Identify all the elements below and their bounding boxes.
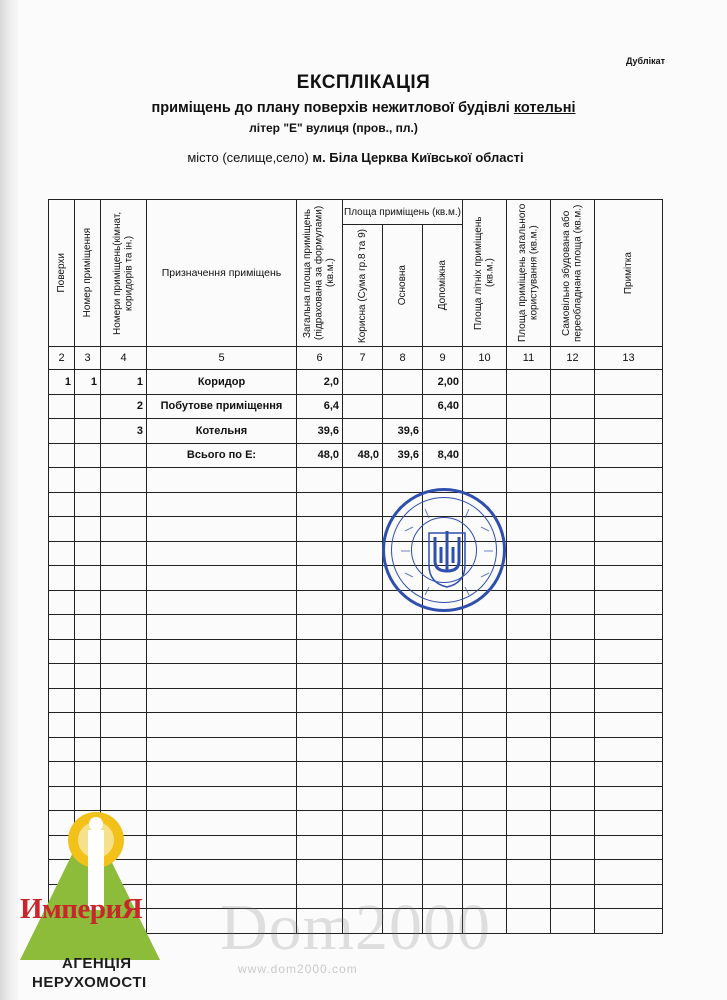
cell-empty — [147, 590, 297, 615]
cell-useful — [343, 370, 383, 395]
cell-empty — [383, 811, 423, 836]
site-watermark: Dom2000 — [220, 891, 491, 964]
cell-empty — [343, 860, 383, 885]
table-row-empty — [49, 517, 663, 542]
cell-empty — [343, 468, 383, 493]
cell-main: 39,6 — [383, 443, 423, 468]
cell-empty — [75, 639, 101, 664]
cell-empty — [595, 688, 663, 713]
cell-empty — [297, 762, 343, 787]
cell-empty — [297, 639, 343, 664]
cell-empty — [343, 811, 383, 836]
cell-empty — [75, 737, 101, 762]
cell-empty — [595, 541, 663, 566]
cell-floor — [49, 394, 75, 419]
cell-empty — [75, 590, 101, 615]
city-prefix: місто (селище,село) — [187, 150, 309, 165]
cell-empty — [507, 762, 551, 787]
cell-floor — [49, 419, 75, 444]
city-name: м. Біла Церква Київської області — [312, 150, 524, 165]
cell-empty — [75, 615, 101, 640]
table-row-empty — [49, 492, 663, 517]
site-url-watermark: www.dom2000.com — [238, 962, 358, 976]
cell-main — [383, 370, 423, 395]
cell-empty — [507, 884, 551, 909]
cell-empty — [551, 394, 595, 419]
cell-empty — [507, 909, 551, 934]
cell-purpose: Всього по Е: — [147, 443, 297, 468]
cell-empty — [507, 370, 551, 395]
cell-total: 48,0 — [297, 443, 343, 468]
cell-empty — [297, 688, 343, 713]
table-row-empty — [49, 713, 663, 738]
cell-empty — [551, 909, 595, 934]
cell-empty — [463, 443, 507, 468]
cell-empty — [297, 713, 343, 738]
cell-empty — [463, 468, 507, 493]
agency-label-realty: НЕРУХОМОСТІ — [32, 974, 147, 991]
cell-empty — [595, 517, 663, 542]
cell-empty — [75, 713, 101, 738]
cell-empty — [463, 811, 507, 836]
col-header-area-group: Площа приміщень (кв.м.) — [343, 200, 463, 225]
duplicate-mark: Дублікат — [626, 56, 665, 66]
cell-empty — [101, 517, 147, 542]
cell-empty — [507, 541, 551, 566]
cell-empty — [551, 492, 595, 517]
cell-empty — [343, 688, 383, 713]
cell-empty — [423, 860, 463, 885]
cell-floor: 1 — [49, 370, 75, 395]
cell-empty — [551, 517, 595, 542]
cell-empty — [75, 664, 101, 689]
table-row-empty — [49, 737, 663, 762]
cell-empty — [463, 688, 507, 713]
cell-empty — [463, 786, 507, 811]
cell-empty — [147, 639, 297, 664]
cell-empty — [595, 370, 663, 395]
cell-aux: 2,00 — [423, 370, 463, 395]
table-row-empty — [49, 786, 663, 811]
cell-empty — [101, 713, 147, 738]
col-header-room-no: Номер приміщення — [75, 200, 101, 347]
cell-empty — [75, 517, 101, 542]
cell-main: 39,6 — [383, 419, 423, 444]
cell-empty — [147, 786, 297, 811]
table-row-empty — [49, 590, 663, 615]
table-row-empty — [49, 688, 663, 713]
col-number: 11 — [507, 347, 551, 370]
cell-empty — [507, 492, 551, 517]
cell-empty — [551, 590, 595, 615]
cell-empty — [463, 394, 507, 419]
cell-empty — [147, 492, 297, 517]
cell-empty — [551, 541, 595, 566]
cell-empty — [551, 835, 595, 860]
cell-empty — [507, 566, 551, 591]
column-number-row — [49, 347, 663, 370]
cell-empty — [551, 786, 595, 811]
cell-empty — [147, 664, 297, 689]
cell-empty — [423, 713, 463, 738]
cell-empty — [423, 737, 463, 762]
cell-empty — [463, 835, 507, 860]
cell-empty — [507, 443, 551, 468]
cell-empty — [507, 394, 551, 419]
cell-empty — [595, 590, 663, 615]
cell-empty — [507, 517, 551, 542]
cell-empty — [463, 737, 507, 762]
col-number: 4 — [101, 347, 147, 370]
cell-empty — [147, 541, 297, 566]
cell-empty — [147, 566, 297, 591]
cell-empty — [551, 860, 595, 885]
cell-empty — [595, 639, 663, 664]
cell-empty — [507, 639, 551, 664]
table-row — [49, 419, 663, 444]
table-row-empty — [49, 762, 663, 787]
cell-empty — [101, 615, 147, 640]
cell-empty — [297, 835, 343, 860]
col-number: 2 — [49, 347, 75, 370]
cell-empty — [49, 517, 75, 542]
cell-total: 39,6 — [297, 419, 343, 444]
col-header-floors: Поверхи — [49, 200, 75, 347]
cell-empty — [343, 492, 383, 517]
cell-empty — [49, 541, 75, 566]
agency-brand-name: ИмпериЯ — [20, 893, 143, 925]
cell-empty — [551, 370, 595, 395]
cell-empty — [101, 688, 147, 713]
cell-empty — [297, 468, 343, 493]
cell-useful: 48,0 — [343, 443, 383, 468]
official-seal — [382, 488, 506, 612]
cell-aux: 8,40 — [423, 443, 463, 468]
cell-empty — [551, 443, 595, 468]
cell-empty — [343, 737, 383, 762]
cell-empty — [423, 664, 463, 689]
cell-empty — [595, 443, 663, 468]
table-row-empty — [49, 664, 663, 689]
cell-room: 1 — [75, 370, 101, 395]
cell-empty — [343, 762, 383, 787]
cell-empty — [343, 835, 383, 860]
cell-empty — [383, 860, 423, 885]
cell-num: 2 — [101, 394, 147, 419]
cell-empty — [297, 664, 343, 689]
cell-purpose: Коридор — [147, 370, 297, 395]
cell-empty — [551, 884, 595, 909]
col-number: 13 — [595, 347, 663, 370]
cell-empty — [75, 468, 101, 493]
subtitle-main: приміщень до плану поверхів нежитлової будівлі — [151, 100, 510, 116]
cell-empty — [75, 566, 101, 591]
cell-empty — [383, 762, 423, 787]
cell-empty — [507, 737, 551, 762]
cell-num: 3 — [101, 419, 147, 444]
cell-empty — [75, 786, 101, 811]
cell-empty — [423, 786, 463, 811]
cell-empty — [595, 860, 663, 885]
cell-empty — [551, 419, 595, 444]
cell-empty — [551, 737, 595, 762]
cell-empty — [423, 615, 463, 640]
cell-empty — [595, 615, 663, 640]
cell-purpose: Котельня — [147, 419, 297, 444]
cell-empty — [297, 860, 343, 885]
cell-empty — [101, 566, 147, 591]
cell-empty — [507, 713, 551, 738]
cell-empty — [49, 737, 75, 762]
cell-empty — [49, 786, 75, 811]
cell-empty — [343, 541, 383, 566]
table-row-empty — [49, 468, 663, 493]
trident-emblem-icon — [385, 491, 509, 615]
cell-empty — [49, 468, 75, 493]
cell-empty — [595, 468, 663, 493]
cell-empty — [507, 615, 551, 640]
cell-empty — [423, 639, 463, 664]
col-header-unauthorized: Самовільно збудована або переобладнана площа (кв.м.) — [551, 200, 595, 347]
cell-empty — [507, 811, 551, 836]
table-row-empty — [49, 639, 663, 664]
cell-empty — [343, 590, 383, 615]
cell-empty — [383, 664, 423, 689]
cell-empty — [423, 811, 463, 836]
cell-empty — [595, 835, 663, 860]
table-row — [49, 394, 663, 419]
col-number: 7 — [343, 347, 383, 370]
cell-empty — [147, 517, 297, 542]
cell-empty — [595, 909, 663, 934]
cell-floor — [49, 443, 75, 468]
cell-empty — [297, 566, 343, 591]
cell-empty — [147, 762, 297, 787]
cell-empty — [595, 884, 663, 909]
cell-empty — [463, 370, 507, 395]
cell-empty — [383, 786, 423, 811]
cell-empty — [147, 615, 297, 640]
cell-empty — [343, 517, 383, 542]
cell-empty — [343, 664, 383, 689]
col-header-aux: Допоміжна — [423, 225, 463, 347]
cell-empty — [383, 835, 423, 860]
cell-empty — [343, 713, 383, 738]
cell-empty — [507, 468, 551, 493]
cell-empty — [507, 419, 551, 444]
cell-empty — [595, 566, 663, 591]
table-row — [49, 443, 663, 468]
col-header-room-numbers: Номери приміщень(кімнат, коридорів та ін.) — [101, 200, 147, 347]
cell-empty — [147, 468, 297, 493]
cell-empty — [507, 590, 551, 615]
cell-empty — [101, 786, 147, 811]
city-line — [0, 150, 719, 165]
cell-empty — [595, 811, 663, 836]
cell-empty — [49, 566, 75, 591]
cell-empty — [75, 541, 101, 566]
cell-empty — [297, 492, 343, 517]
table-row-empty — [49, 566, 663, 591]
cell-empty — [49, 664, 75, 689]
col-header-main: Основна — [383, 225, 423, 347]
document-subtitle — [0, 100, 727, 116]
col-header-summer: Площа літніх приміщень (кв.м.) — [463, 200, 507, 347]
cell-empty — [101, 762, 147, 787]
cell-num — [101, 443, 147, 468]
cell-empty — [49, 639, 75, 664]
cell-room — [75, 443, 101, 468]
cell-empty — [423, 835, 463, 860]
cell-empty — [383, 688, 423, 713]
cell-empty — [463, 860, 507, 885]
cell-empty — [507, 688, 551, 713]
cell-empty — [551, 664, 595, 689]
cell-empty — [551, 566, 595, 591]
cell-empty — [297, 517, 343, 542]
cell-empty — [463, 419, 507, 444]
cell-empty — [423, 762, 463, 787]
cell-empty — [595, 394, 663, 419]
cell-empty — [343, 566, 383, 591]
cell-empty — [101, 492, 147, 517]
cell-empty — [463, 639, 507, 664]
col-number: 3 — [75, 347, 101, 370]
cell-empty — [507, 835, 551, 860]
col-number: 8 — [383, 347, 423, 370]
cell-empty — [101, 541, 147, 566]
cell-empty — [101, 664, 147, 689]
cell-empty — [75, 492, 101, 517]
cell-room — [75, 394, 101, 419]
subtitle-building: котельні — [513, 100, 576, 116]
cell-aux: 6,40 — [423, 394, 463, 419]
cell-empty — [49, 762, 75, 787]
cell-useful — [343, 419, 383, 444]
cell-empty — [507, 664, 551, 689]
cell-useful — [343, 394, 383, 419]
table-row-empty — [49, 541, 663, 566]
cell-empty — [463, 762, 507, 787]
cell-empty — [383, 615, 423, 640]
document-title: ЕКСПЛІКАЦІЯ — [296, 72, 431, 93]
cell-empty — [383, 713, 423, 738]
cell-num: 1 — [101, 370, 147, 395]
col-header-total-area: Загальна площа приміщень (підрахована за формулами) (кв.м.) — [297, 200, 343, 347]
col-number: 12 — [551, 347, 595, 370]
cell-empty — [551, 713, 595, 738]
col-header-common: Площа приміщень загального користування (кв.м.) — [507, 200, 551, 347]
cell-empty — [297, 786, 343, 811]
cell-empty — [595, 664, 663, 689]
col-header-purpose: Призначення приміщень — [147, 200, 297, 347]
cell-empty — [383, 639, 423, 664]
cell-empty — [147, 688, 297, 713]
cell-empty — [383, 468, 423, 493]
cell-empty — [297, 590, 343, 615]
cell-empty — [101, 737, 147, 762]
table-row — [49, 370, 663, 395]
cell-empty — [343, 639, 383, 664]
agency-label: АГЕНЦІЯ — [62, 955, 132, 972]
table-row-empty — [49, 615, 663, 640]
cell-empty — [49, 492, 75, 517]
cell-empty — [507, 786, 551, 811]
cell-room — [75, 419, 101, 444]
col-number: 9 — [423, 347, 463, 370]
cell-total: 6,4 — [297, 394, 343, 419]
cell-total: 2,0 — [297, 370, 343, 395]
cell-empty — [463, 664, 507, 689]
cell-empty — [423, 688, 463, 713]
cell-empty — [147, 713, 297, 738]
cell-empty — [75, 688, 101, 713]
cell-empty — [49, 713, 75, 738]
cell-empty — [551, 811, 595, 836]
cell-empty — [297, 615, 343, 640]
cell-empty — [343, 615, 383, 640]
cell-purpose: Побутове приміщення — [147, 394, 297, 419]
cell-empty — [595, 419, 663, 444]
cell-empty — [49, 590, 75, 615]
cell-empty — [147, 737, 297, 762]
cell-empty — [101, 639, 147, 664]
cell-empty — [49, 688, 75, 713]
col-header-useful: Корисна (Сума гр.8 та 9) — [343, 225, 383, 347]
cell-empty — [551, 639, 595, 664]
col-number: 5 — [147, 347, 297, 370]
cell-empty — [551, 615, 595, 640]
cell-aux — [423, 419, 463, 444]
col-header-note: Примітка — [595, 200, 663, 347]
cell-empty — [463, 615, 507, 640]
cell-empty — [595, 737, 663, 762]
cell-empty — [595, 492, 663, 517]
cell-empty — [463, 713, 507, 738]
cell-empty — [101, 590, 147, 615]
cell-empty — [551, 468, 595, 493]
cell-empty — [551, 688, 595, 713]
cell-empty — [383, 737, 423, 762]
cell-empty — [297, 811, 343, 836]
cell-empty — [507, 860, 551, 885]
cell-empty — [49, 615, 75, 640]
cell-empty — [101, 468, 147, 493]
letter-street-line: літер "Е" вулиця (пров., пл.) — [249, 121, 418, 135]
cell-empty — [595, 762, 663, 787]
cell-main — [383, 394, 423, 419]
cell-empty — [595, 786, 663, 811]
cell-empty — [75, 762, 101, 787]
cell-empty — [343, 786, 383, 811]
cell-empty — [551, 762, 595, 787]
cell-empty — [297, 541, 343, 566]
col-number: 6 — [297, 347, 343, 370]
cell-empty — [595, 713, 663, 738]
col-number: 10 — [463, 347, 507, 370]
cell-empty — [297, 737, 343, 762]
